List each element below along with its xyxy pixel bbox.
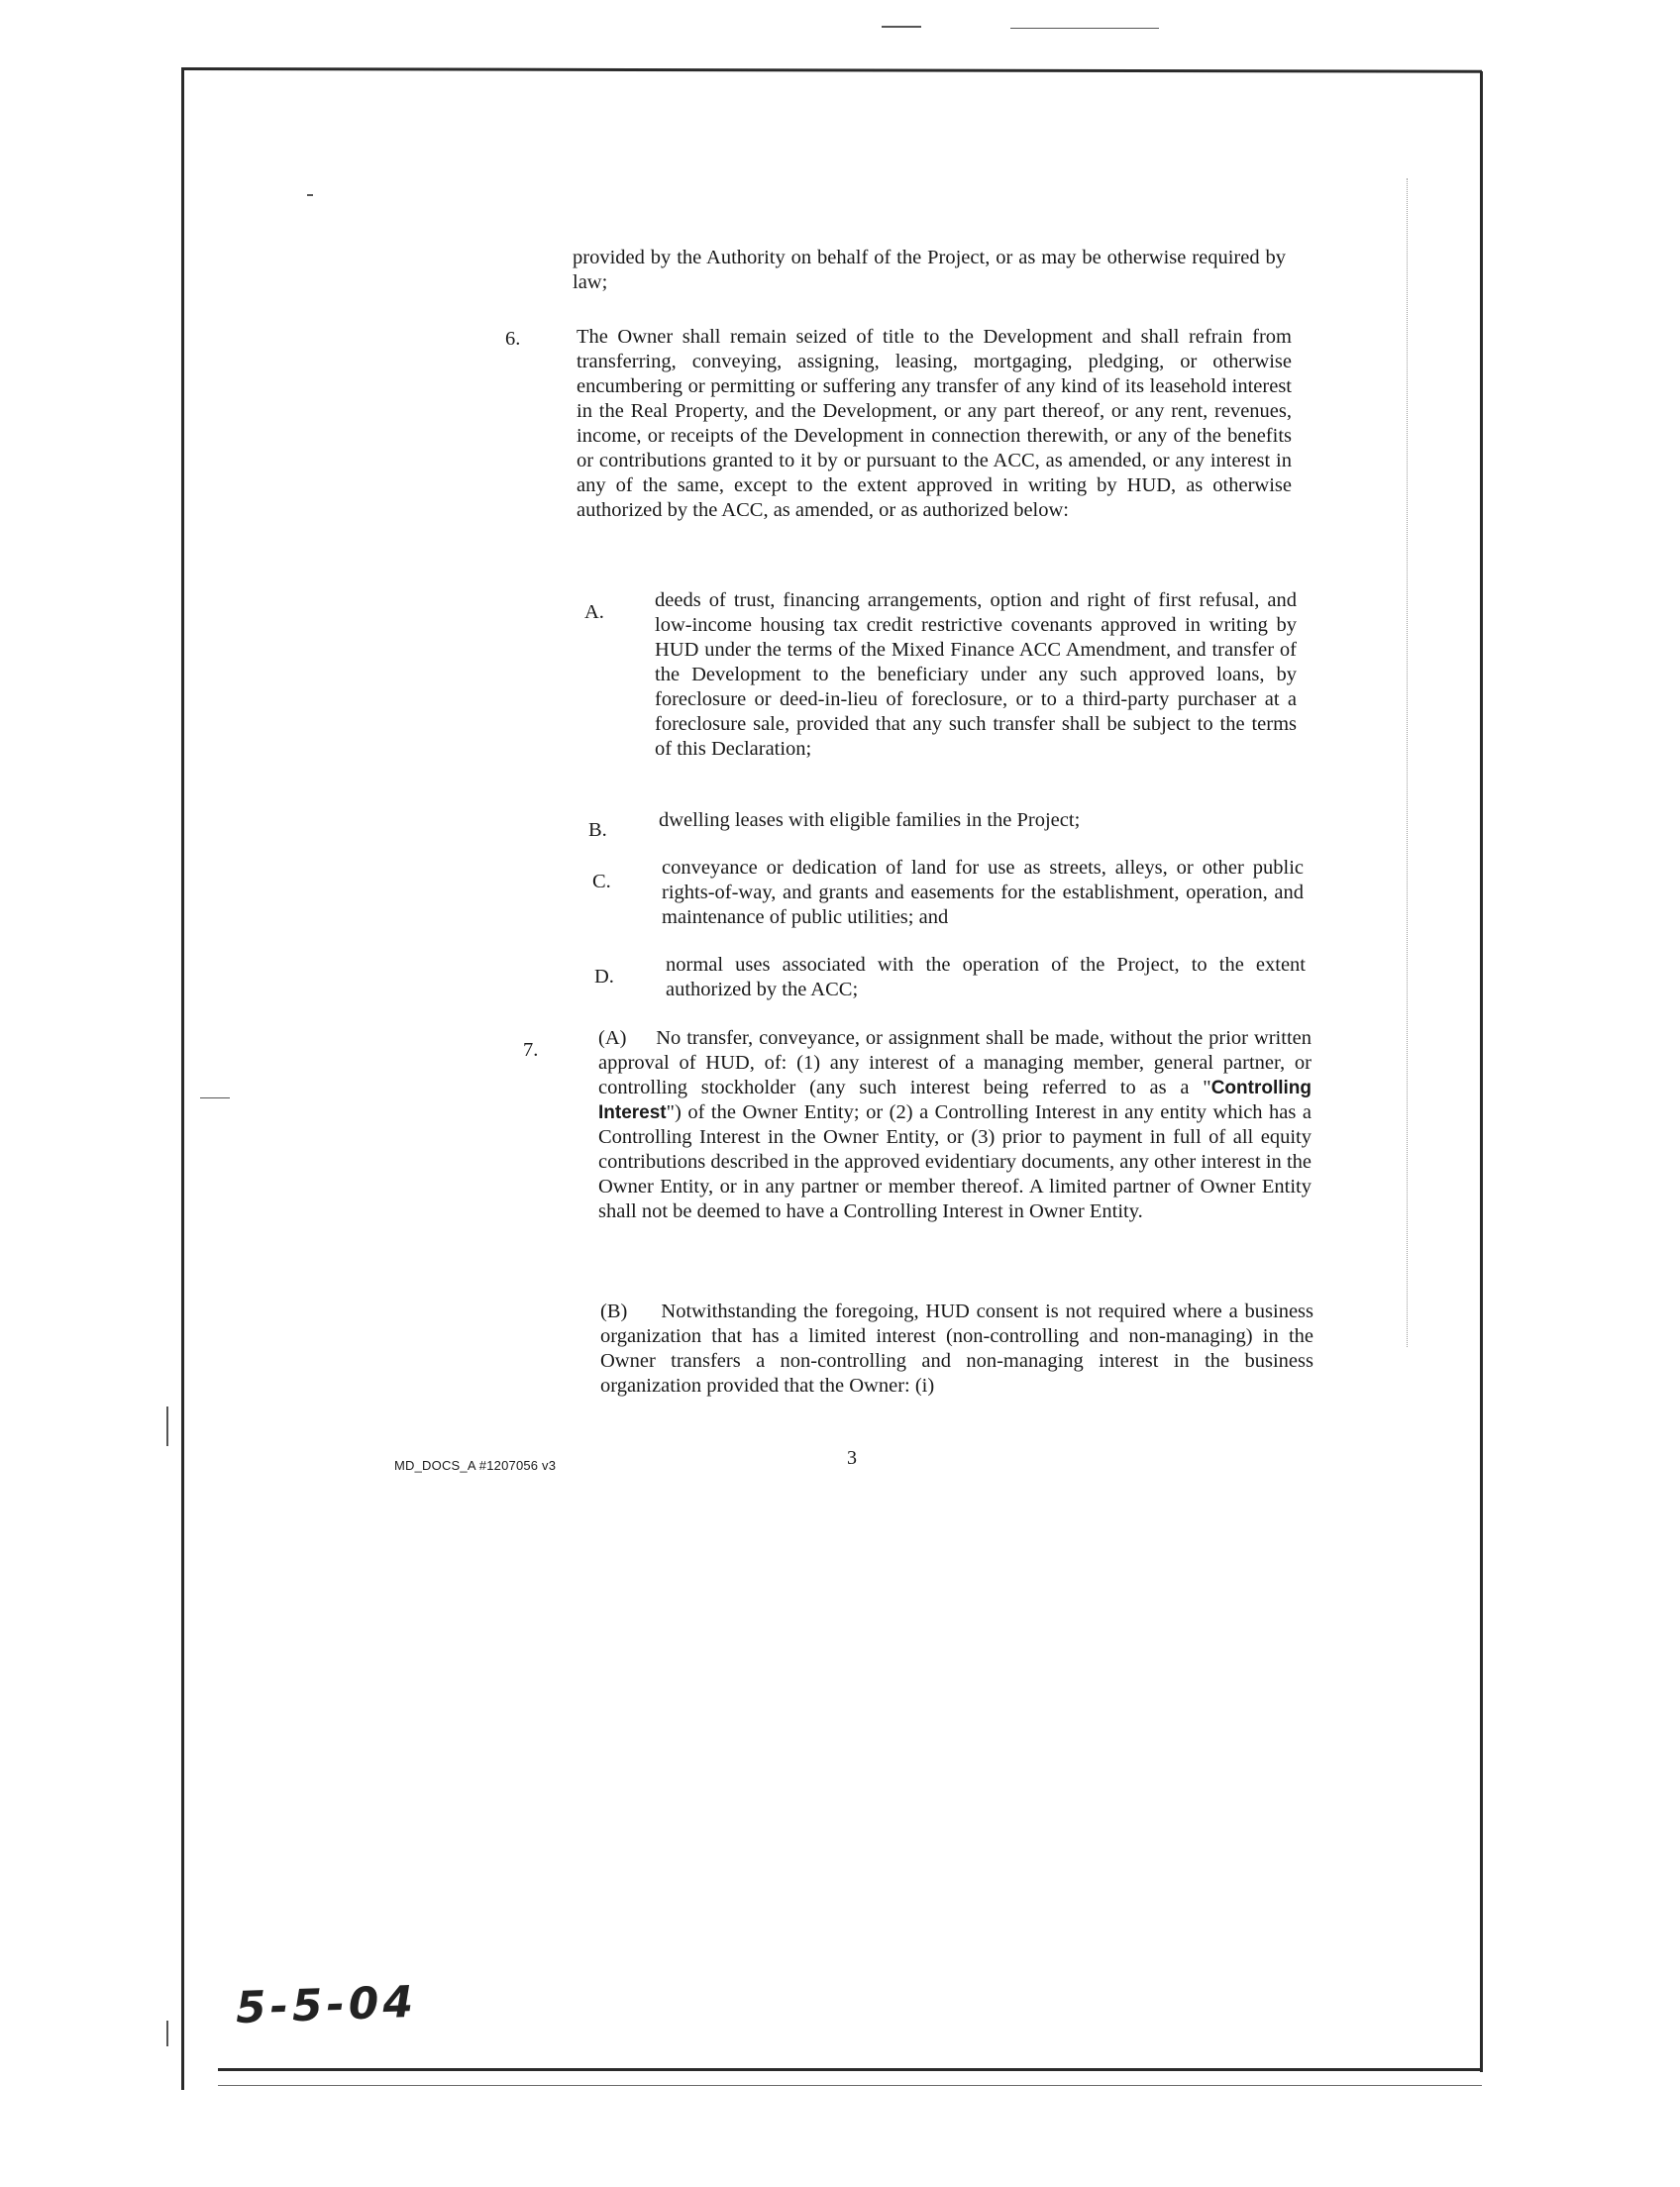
section-6-text: The Owner shall remain seized of title to the Development and shall refrain from transferring, conveying, assigning, leasing, mortgaging, pledging, or otherwise encumbering or permitting or suffering any transfer of any kind of its leasehold interest in the Real Property, and the Development, or any part thereof, or any rent, revenues, income, or receipts of the Development in connection therewith, or any of the benefits or contributions granted to it by or pursuant to the ACC, as amended, or any interest in any of the same, except to the extent approved in writing by HUD, as otherwise authorized by the ACC, as amended, or as authorized below: [577, 326, 1292, 521]
item-c-letter: C. [592, 871, 611, 892]
footer-doc-id: MD_DOCS_A #1207056 v3 [394, 1458, 557, 1473]
item-b-letter: B. [588, 819, 607, 841]
section-7a-text [598, 1026, 1312, 1224]
item-d-letter: D. [594, 966, 614, 988]
item-a-letter: A. [584, 601, 604, 623]
defined-term-controlling-interest: Controlling Interest [598, 1078, 1312, 1123]
section-7b-text [600, 1300, 1313, 1399]
section-7a-label: (A) [598, 1027, 627, 1049]
section-7b-label: (B) [600, 1301, 628, 1322]
footer-page-number: 3 [847, 1447, 857, 1469]
intro-continuation: provided by the Authority on behalf of the Project, or as may be otherwise required by law; [573, 247, 1286, 293]
item-a-text: deeds of trust, financing arrangements, option and right of first refusal, and low-income housing tax credit restrictive covenants approved in writing by HUD under the terms of the Mixed Finance ACC Amendment, and transfer of the Development to the beneficiary under any such approved loans, by foreclosure or deed-in-lieu of foreclosure, or to a third-party purchaser at a foreclosure sale, provided that any such transfer shall be subject to the terms of this Declaration; [655, 589, 1297, 760]
section-7-number: 7. [523, 1039, 539, 1061]
item-d-text: normal uses associated with the operation of the Project, to the extent authorized by the ACC; [666, 954, 1306, 1000]
item-b-text: dwelling leases with eligible families in the Project; [659, 809, 1081, 831]
section-7a-text-after: ") of the Owner Entity; or (2) a Controlling Interest in any entity which has a Controlling Interest in the Owner Entity, or (3) prior to payment in full of all equity contributions described in the approved evidentiary documents, any other interest in the Owner Entity, or in any partner or member thereof. A limited partner of Owner Entity shall not be deemed to have a Controlling Interest in Owner Entity. [598, 1101, 1312, 1222]
section-7a-text-before: No transfer, conveyance, or assignment shall be made, without the prior written approval of HUD, of: (1) any interest of a managing member, general partner, or controlling stockholder (any such interest being referred to as a " [598, 1027, 1312, 1098]
section-6-number: 6. [505, 328, 521, 350]
item-c-text: conveyance or dedication of land for use as streets, alleys, or other public rights-of-way, and grants and easements for the establishment, operation, and maintenance of public utilities; and [662, 857, 1304, 928]
handwritten-date: 5-5-04 [235, 1976, 418, 2034]
section-7b-body: Notwithstanding the foregoing, HUD consent is not required where a business organization that has a limited interest (non-controlling and non-managing) in the Owner transfers a non-controlling and non-managing interest in the business organization provided that the Owner: (i) [600, 1301, 1313, 1397]
